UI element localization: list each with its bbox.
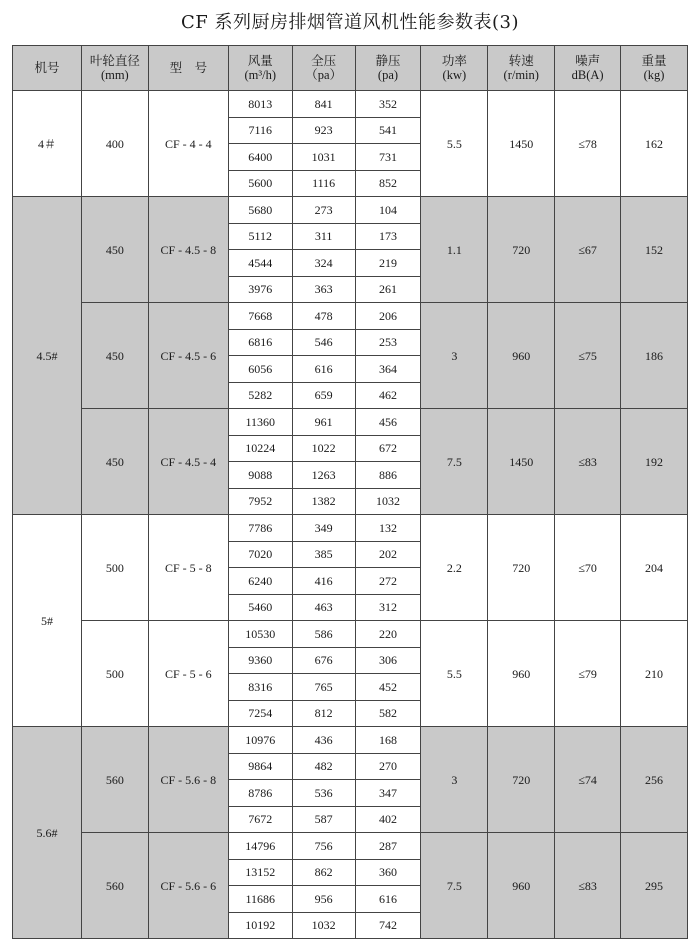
total-pressure-cell: 812	[292, 700, 355, 727]
noise-cell: ≤67	[555, 197, 621, 303]
table-row	[13, 197, 688, 224]
airflow-cell: 7668	[228, 303, 292, 330]
airflow-cell: 10530	[228, 621, 292, 648]
static-pressure-cell: 206	[355, 303, 421, 330]
header-power	[421, 46, 488, 91]
static-pressure-cell: 272	[355, 568, 421, 595]
airflow-cell: 7254	[228, 700, 292, 727]
noise-cell: ≤74	[555, 727, 621, 833]
header-noise	[555, 46, 621, 91]
static-pressure-cell: 168	[355, 727, 421, 754]
total-pressure-cell: 311	[292, 223, 355, 250]
speed-cell: 1450	[488, 91, 555, 197]
airflow-cell: 7672	[228, 806, 292, 833]
total-pressure-cell: 463	[292, 594, 355, 621]
static-pressure-cell: 462	[355, 382, 421, 409]
table-row	[13, 91, 688, 118]
static-pressure-cell: 616	[355, 886, 421, 913]
header-unit: (r/min)	[503, 68, 539, 82]
airflow-cell: 6240	[228, 568, 292, 595]
static-pressure-cell: 173	[355, 223, 421, 250]
header-label: 全压	[311, 54, 337, 68]
header-airflow	[228, 46, 292, 91]
static-pressure-cell: 287	[355, 833, 421, 860]
static-pressure-cell: 261	[355, 276, 421, 303]
total-pressure-cell: 536	[292, 780, 355, 807]
total-pressure-cell: 862	[292, 859, 355, 886]
static-pressure-cell: 312	[355, 594, 421, 621]
airflow-cell: 3976	[228, 276, 292, 303]
total-pressure-cell: 385	[292, 541, 355, 568]
weight-cell: 186	[621, 303, 688, 409]
airflow-cell: 5680	[228, 197, 292, 224]
header-label: 转速	[508, 54, 534, 68]
speed-cell: 960	[488, 621, 555, 727]
airflow-cell: 11360	[228, 409, 292, 436]
machine-cell: 4＃	[13, 91, 82, 197]
weight-cell: 256	[621, 727, 688, 833]
header-weight	[621, 46, 688, 91]
total-pressure-cell: 765	[292, 674, 355, 701]
total-pressure-cell: 324	[292, 250, 355, 277]
total-pressure-cell: 416	[292, 568, 355, 595]
airflow-cell: 8013	[228, 91, 292, 118]
machine-cell: 4.5#	[13, 197, 82, 515]
total-pressure-cell: 961	[292, 409, 355, 436]
diameter-cell: 450	[81, 409, 148, 515]
total-pressure-cell: 1031	[292, 144, 355, 171]
total-pressure-cell: 616	[292, 356, 355, 383]
power-cell: 3	[421, 303, 488, 409]
speed-cell: 1450	[488, 409, 555, 515]
airflow-cell: 5600	[228, 170, 292, 197]
weight-cell: 204	[621, 515, 688, 621]
model-cell: CF - 4.5 - 4	[148, 409, 228, 515]
static-pressure-cell: 886	[355, 462, 421, 489]
total-pressure-cell: 956	[292, 886, 355, 913]
diameter-cell: 450	[81, 197, 148, 303]
static-pressure-cell: 672	[355, 435, 421, 462]
total-pressure-cell: 587	[292, 806, 355, 833]
total-pressure-cell: 1382	[292, 488, 355, 515]
airflow-cell: 4544	[228, 250, 292, 277]
diameter-cell: 500	[81, 515, 148, 621]
static-pressure-cell: 402	[355, 806, 421, 833]
header-machine	[13, 46, 82, 91]
total-pressure-cell: 546	[292, 329, 355, 356]
speed-cell: 960	[488, 833, 555, 939]
total-pressure-cell: 659	[292, 382, 355, 409]
speed-cell: 720	[488, 197, 555, 303]
power-cell: 7.5	[421, 409, 488, 515]
airflow-cell: 11686	[228, 886, 292, 913]
total-pressure-cell: 923	[292, 117, 355, 144]
total-pressure-cell: 478	[292, 303, 355, 330]
machine-cell: 5#	[13, 515, 82, 727]
static-pressure-cell: 452	[355, 674, 421, 701]
speed-cell: 960	[488, 303, 555, 409]
header-label: 噪声	[575, 54, 601, 68]
airflow-cell: 7020	[228, 541, 292, 568]
airflow-cell: 6056	[228, 356, 292, 383]
static-pressure-cell: 347	[355, 780, 421, 807]
header-label: 风量	[247, 54, 273, 68]
noise-cell: ≤70	[555, 515, 621, 621]
model-cell: CF - 5.6 - 6	[148, 833, 228, 939]
static-pressure-cell: 456	[355, 409, 421, 436]
table-row	[13, 409, 688, 436]
header-label: 功率	[441, 54, 467, 68]
total-pressure-cell: 363	[292, 276, 355, 303]
speed-cell: 720	[488, 515, 555, 621]
airflow-cell: 5460	[228, 594, 292, 621]
airflow-cell: 14796	[228, 833, 292, 860]
header-static-pressure	[355, 46, 421, 91]
static-pressure-cell: 541	[355, 117, 421, 144]
power-cell: 1.1	[421, 197, 488, 303]
static-pressure-cell: 360	[355, 859, 421, 886]
total-pressure-cell: 1116	[292, 170, 355, 197]
static-pressure-cell: 582	[355, 700, 421, 727]
diameter-cell: 560	[81, 727, 148, 833]
total-pressure-cell: 756	[292, 833, 355, 860]
static-pressure-cell: 731	[355, 144, 421, 171]
airflow-cell: 10976	[228, 727, 292, 754]
total-pressure-cell: 482	[292, 753, 355, 780]
table-body	[13, 91, 688, 939]
diameter-cell: 400	[81, 91, 148, 197]
airflow-cell: 9864	[228, 753, 292, 780]
machine-cell: 5.6#	[13, 727, 82, 939]
noise-cell: ≤83	[555, 409, 621, 515]
power-cell: 5.5	[421, 91, 488, 197]
noise-cell: ≤79	[555, 621, 621, 727]
header-unit: (mm)	[100, 68, 129, 82]
fan-spec-table	[12, 45, 688, 939]
airflow-cell: 10224	[228, 435, 292, 462]
total-pressure-cell: 436	[292, 727, 355, 754]
header-label: 静压	[375, 54, 401, 68]
static-pressure-cell: 202	[355, 541, 421, 568]
model-cell: CF - 5 - 8	[148, 515, 228, 621]
airflow-cell: 13152	[228, 859, 292, 886]
total-pressure-cell: 1032	[292, 912, 355, 939]
header-total-pressure	[292, 46, 355, 91]
power-cell: 3	[421, 727, 488, 833]
static-pressure-cell: 104	[355, 197, 421, 224]
weight-cell: 210	[621, 621, 688, 727]
header-label: 型 号	[169, 61, 208, 75]
header-model	[148, 46, 228, 91]
header-unit: (kw)	[442, 68, 467, 82]
total-pressure-cell: 841	[292, 91, 355, 118]
airflow-cell: 10192	[228, 912, 292, 939]
header-label: 重量	[641, 54, 667, 68]
model-cell: CF - 5.6 - 8	[148, 727, 228, 833]
header-unit: (m³/h)	[244, 68, 277, 82]
weight-cell: 192	[621, 409, 688, 515]
static-pressure-cell: 852	[355, 170, 421, 197]
table-row	[13, 833, 688, 860]
airflow-cell: 9360	[228, 647, 292, 674]
diameter-cell: 560	[81, 833, 148, 939]
static-pressure-cell: 132	[355, 515, 421, 542]
weight-cell: 162	[621, 91, 688, 197]
noise-cell: ≤83	[555, 833, 621, 939]
model-cell: CF - 5 - 6	[148, 621, 228, 727]
static-pressure-cell: 352	[355, 91, 421, 118]
model-cell: CF - 4 - 4	[148, 91, 228, 197]
airflow-cell: 8786	[228, 780, 292, 807]
total-pressure-cell: 273	[292, 197, 355, 224]
power-cell: 2.2	[421, 515, 488, 621]
noise-cell: ≤75	[555, 303, 621, 409]
page-title: CF 系列厨房排烟管道风机性能参数表(3)	[181, 12, 519, 33]
static-pressure-cell: 220	[355, 621, 421, 648]
airflow-cell: 6816	[228, 329, 292, 356]
diameter-cell: 500	[81, 621, 148, 727]
total-pressure-cell: 586	[292, 621, 355, 648]
static-pressure-cell: 253	[355, 329, 421, 356]
header-speed	[488, 46, 555, 91]
airflow-cell: 5112	[228, 223, 292, 250]
total-pressure-cell: 676	[292, 647, 355, 674]
table-row	[13, 303, 688, 330]
power-cell: 5.5	[421, 621, 488, 727]
airflow-cell: 6400	[228, 144, 292, 171]
table-row	[13, 727, 688, 754]
airflow-cell: 8316	[228, 674, 292, 701]
total-pressure-cell: 349	[292, 515, 355, 542]
model-cell: CF - 4.5 - 6	[148, 303, 228, 409]
header-label: 机号	[34, 61, 60, 75]
noise-cell: ≤78	[555, 91, 621, 197]
total-pressure-cell: 1263	[292, 462, 355, 489]
header-unit: (pa)	[377, 68, 399, 82]
header-unit: dB(A)	[571, 68, 604, 82]
static-pressure-cell: 219	[355, 250, 421, 277]
airflow-cell: 5282	[228, 382, 292, 409]
airflow-cell: 7952	[228, 488, 292, 515]
static-pressure-cell: 1032	[355, 488, 421, 515]
static-pressure-cell: 364	[355, 356, 421, 383]
table-row	[13, 515, 688, 542]
diameter-cell: 450	[81, 303, 148, 409]
model-cell: CF - 4.5 - 8	[148, 197, 228, 303]
header-diameter	[81, 46, 148, 91]
header-unit: (kg)	[643, 68, 665, 82]
speed-cell: 720	[488, 727, 555, 833]
power-cell: 7.5	[421, 833, 488, 939]
table-row	[13, 621, 688, 648]
static-pressure-cell: 270	[355, 753, 421, 780]
header-label: 叶轮直径	[89, 54, 140, 68]
static-pressure-cell: 742	[355, 912, 421, 939]
airflow-cell: 7786	[228, 515, 292, 542]
airflow-cell: 9088	[228, 462, 292, 489]
weight-cell: 295	[621, 833, 688, 939]
header-unit: （pa）	[305, 68, 343, 82]
total-pressure-cell: 1022	[292, 435, 355, 462]
weight-cell: 152	[621, 197, 688, 303]
header-row	[13, 46, 688, 91]
static-pressure-cell: 306	[355, 647, 421, 674]
airflow-cell: 7116	[228, 117, 292, 144]
